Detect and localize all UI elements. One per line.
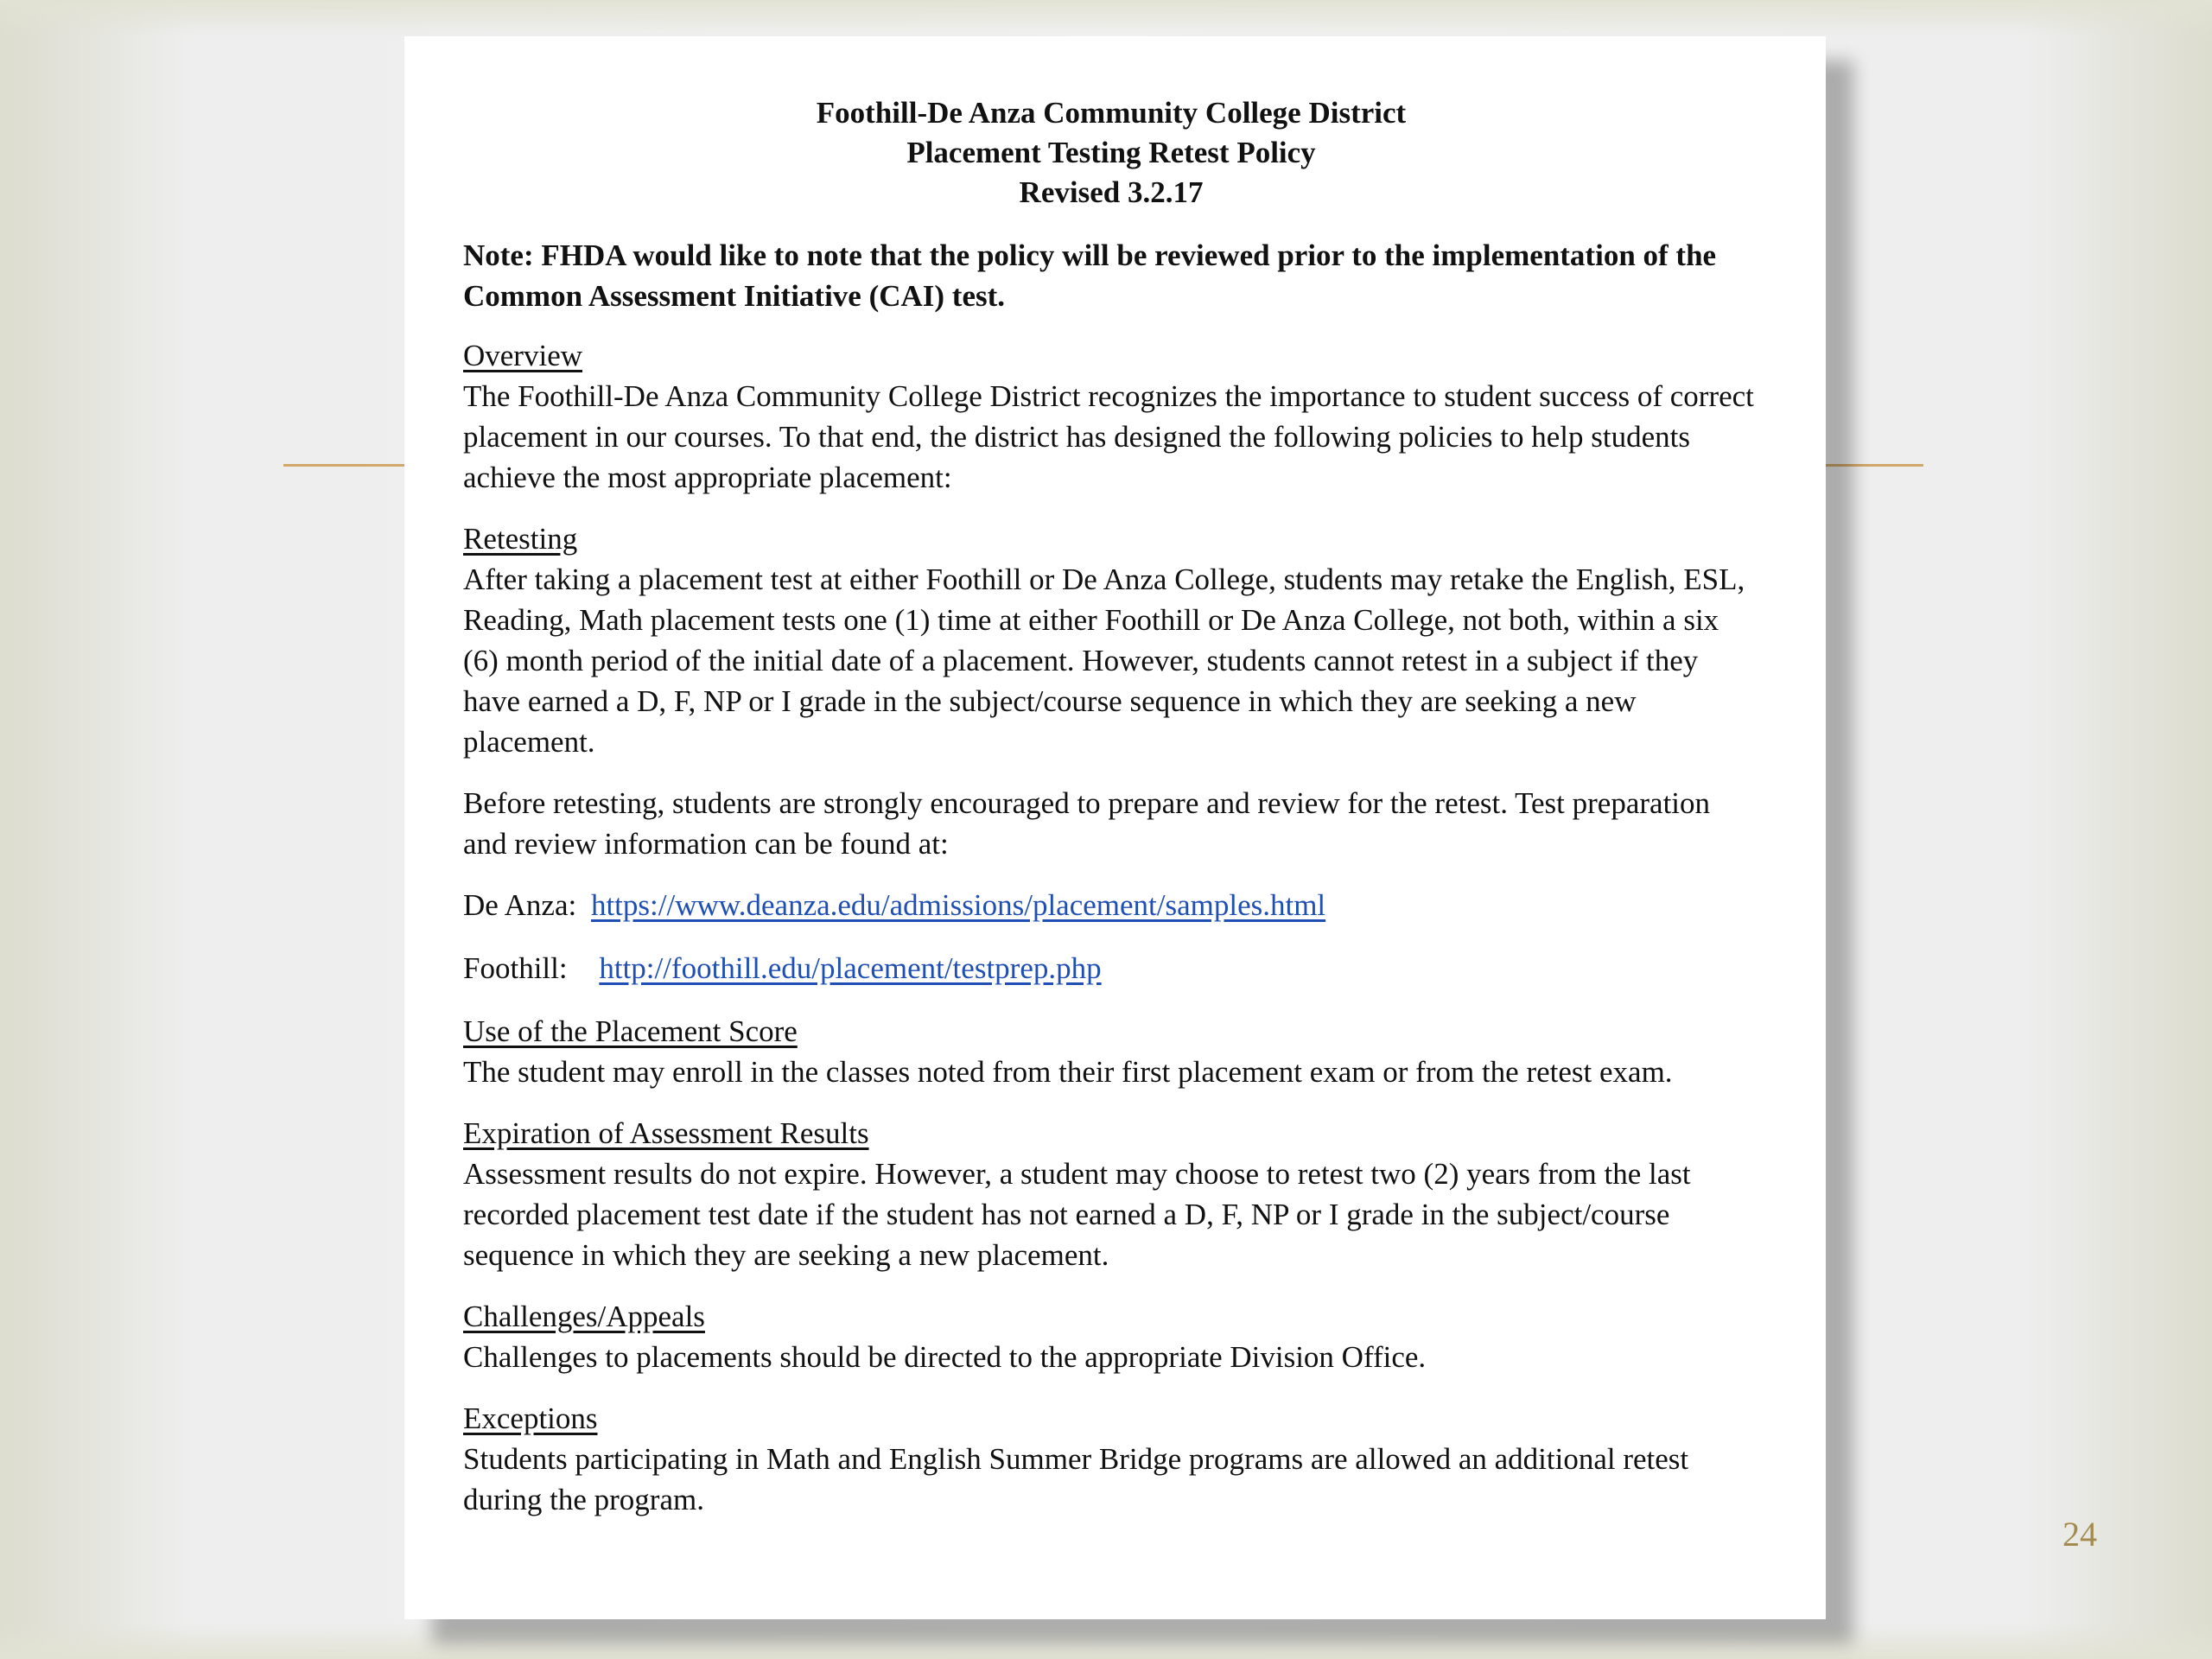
foothill-label: Foothill: xyxy=(463,951,568,985)
slide-page-number: 24 xyxy=(2063,1515,2097,1554)
overview-heading: Overview xyxy=(463,339,583,372)
challenges-heading: Challenges/Appeals xyxy=(463,1300,705,1333)
retesting-heading: Retesting xyxy=(463,522,578,556)
title-line-revision: Revised 3.2.17 xyxy=(1019,175,1204,209)
policy-note: Note: FHDA would like to note that the policy will be reviewed prior to the implementation of the Common Assessment Initiative (CAI) test. xyxy=(463,238,1717,313)
section-use-of-score xyxy=(463,1011,1759,1092)
foothill-testprep-link[interactable]: http://foothill.edu/placement/testprep.php xyxy=(599,951,1102,985)
section-expiration xyxy=(463,1113,1759,1275)
retesting-text: After taking a placement test at either Foothill or De Anza College, students may retake the English, ESL, Reading, Math placement tests one (1) time at either Foothill or De Anza College, not both, within a six (6) month period of the initial date of a placement. However, students cannot retest in a subject if they have earned a D, F, NP or I grade in the subject/course sequence in which they are seeking a new placement. xyxy=(463,563,1745,759)
document-title xyxy=(463,93,1759,213)
title-line-policy: Placement Testing Retest Policy xyxy=(906,136,1316,169)
document-body xyxy=(463,93,1759,1520)
retest-prep-text: Before retesting, students are strongly encouraged to prepare and review for the retest. Test preparation and review information can be found at: xyxy=(463,786,1711,861)
challenges-text: Challenges to placements should be directed to the appropriate Division Office. xyxy=(463,1340,1427,1374)
section-challenges xyxy=(463,1296,1759,1377)
expiration-text: Assessment results do not expire. However, a student may choose to retest two (2) years from the last recorded placement test date if the student has not earned a D, F, NP or I grade in the subject/course sequence in which they are seeking a new placement. xyxy=(463,1157,1691,1272)
foothill-link-row xyxy=(463,948,1759,988)
accent-rule-left xyxy=(283,464,404,467)
use-of-score-heading: Use of the Placement Score xyxy=(463,1014,798,1048)
deanza-label: De Anza: xyxy=(463,888,577,922)
exceptions-heading: Exceptions xyxy=(463,1402,598,1435)
deanza-link-row xyxy=(463,885,1759,925)
section-retesting xyxy=(463,518,1759,762)
deanza-samples-link[interactable]: https://www.deanza.edu/admissions/placement/samples.html xyxy=(590,888,1326,922)
section-exceptions xyxy=(463,1398,1759,1520)
overview-text: The Foothill-De Anza Community College District recognizes the importance to student success of correct placement in our courses. To that end, the district has designed the following policies to help students achieve the most appropriate placement: xyxy=(463,379,1754,494)
section-overview xyxy=(463,335,1759,498)
policy-document xyxy=(404,36,1826,1619)
title-line-district: Foothill-De Anza Community College District xyxy=(816,96,1407,130)
exceptions-text: Students participating in Math and English Summer Bridge programs are allowed an additional retest during the program. xyxy=(463,1442,1689,1516)
slide-frame-top xyxy=(0,0,2212,36)
expiration-heading: Expiration of Assessment Results xyxy=(463,1116,869,1150)
use-of-score-text: The student may enroll in the classes noted from their first placement exam or from the retest exam. xyxy=(463,1055,1673,1089)
